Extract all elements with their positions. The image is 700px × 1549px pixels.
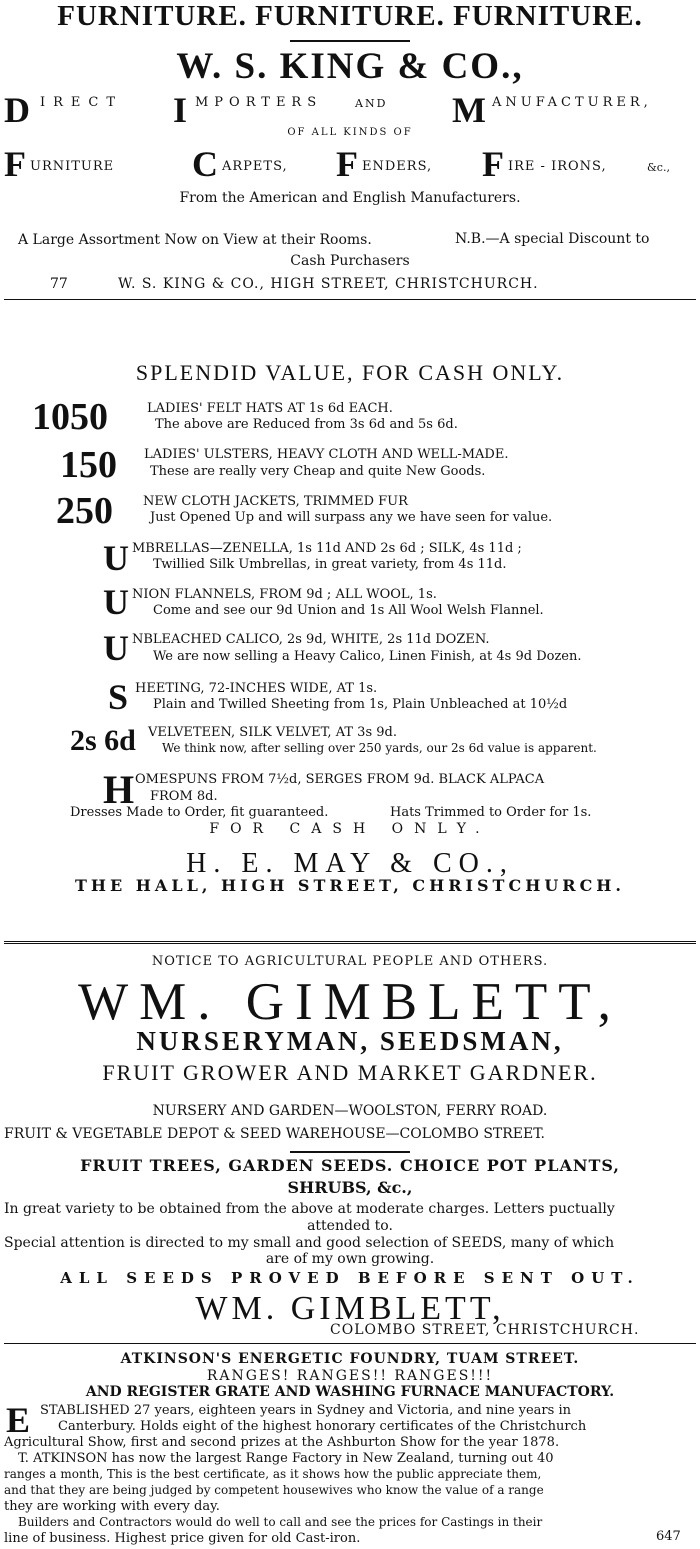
- atkinson-e-initial: E: [6, 1400, 31, 1440]
- gimblett-variety-line1: In great variety to be obtained from the above at moderate charges. Letters puctually: [4, 1201, 615, 1217]
- gimblett-variety-line2: attended to.: [307, 1218, 393, 1234]
- king-etc: &c.,: [647, 161, 670, 174]
- may-velveteen-title: VELVETEEN, SILK VELVET, AT 3s 9d.: [148, 725, 397, 740]
- may-velveteen-note: We think now, after selling over 250 yards, our 2s 6d value is apparent.: [162, 741, 597, 755]
- may-item1-number: 1050: [32, 396, 108, 438]
- king-firm-name: W. S. KING & CO.,: [176, 46, 524, 87]
- gimblett-fruit-trees: FRUIT TREES, GARDEN SEEDS. CHOICE POT PLANTS,: [80, 1156, 620, 1175]
- gimblett-notice: NOTICE TO AGRICULTURAL PEOPLE AND OTHERS.: [151, 954, 549, 969]
- may-bottom-rule: [4, 941, 696, 944]
- gimblett-special-line2: are of my own growing.: [265, 1251, 435, 1267]
- may-umbrellas-note: Twillied Silk Umbrellas, in great variety, from 4s 11d.: [153, 557, 507, 572]
- atkinson-register: AND REGISTER GRATE AND WASHING FURNACE MANUFACTORY.: [85, 1384, 615, 1400]
- atkinson-builders-line1: Builders and Contractors would do well to call and see the prices for Castings in their: [18, 1515, 543, 1529]
- may-headline: SPLENDID VALUE, FOR CASH ONLY.: [135, 360, 565, 385]
- may-item2-number: 150: [60, 444, 117, 486]
- may-homespuns-from: FROM 8d.: [150, 789, 218, 804]
- atkinson-established-line2: Canterbury. Holds eight of the highest honorary certificates of the Christchurch: [58, 1419, 587, 1434]
- gimblett-name-signature: WM. GIMBLETT,: [195, 1290, 505, 1327]
- king-d-initial: D: [4, 90, 30, 130]
- king-fenders-word: ENDERS,: [362, 159, 433, 174]
- king-assortment: A Large Assortment Now on View at their Rooms.: [18, 232, 372, 248]
- atkinson-title: ATKINSON'S ENERGETIC FOUNDRY, TUAM STREET.: [120, 1351, 580, 1367]
- gimblett-address: COLOMBO STREET, CHRISTCHURCH.: [330, 1322, 640, 1338]
- may-homespuns-initial: H: [103, 767, 135, 812]
- king-direct-word: IRECT: [40, 95, 124, 110]
- king-all-kinds: OF ALL KINDS OF: [287, 127, 413, 138]
- atkinson-ranges: RANGES! RANGES!! RANGES!!!: [206, 1368, 494, 1384]
- gimblett-seeds-proved: ALL SEEDS PROVED BEFORE SENT OUT.: [60, 1269, 640, 1287]
- king-and-word: AND: [355, 97, 388, 110]
- may-address: THE HALL, HIGH STREET, CHRISTCHURCH.: [75, 876, 625, 895]
- may-item2-note: These are really very Cheap and quite New Goods.: [150, 464, 486, 479]
- gimblett-depot-rule: [290, 1151, 410, 1153]
- gimblett-name-large: WM. GIMBLETT,: [78, 973, 622, 1031]
- king-from-line: From the American and English Manufacturers.: [179, 190, 521, 206]
- king-fire-irons-word: IRE - IRONS,: [508, 159, 607, 174]
- may-umbrellas-title: MBRELLAS—ZENELLA, 1s 11d AND 2s 6d ; SILK, 4s 11d ;: [132, 541, 522, 556]
- king-carpets-word: ARPETS,: [222, 159, 288, 174]
- atkinson-builders-line2: line of business. Highest price given for old Cast-iron.: [4, 1531, 361, 1546]
- may-homespuns-title: OMESPUNS FROM 7½d, SERGES FROM 9d. BLACK ALPACA: [135, 772, 545, 787]
- king-ref-number: 77: [50, 276, 68, 292]
- may-item1-title: LADIES' FELT HATS AT 1s 6d EACH.: [147, 401, 393, 416]
- king-c-initial: C: [192, 144, 218, 184]
- king-banner: FURNITURE. FURNITURE. FURNITURE.: [57, 0, 643, 32]
- may-item2-title: LADIES' ULSTERS, HEAVY CLOTH AND WELL-MADE.: [144, 447, 509, 462]
- may-unbleached-note: We are now selling a Heavy Calico, Linen Finish, at 4s 9d Dozen.: [153, 649, 582, 664]
- king-cash-purchasers: Cash Purchasers: [290, 253, 410, 269]
- may-sheeting-note: Plain and Twilled Sheeting from 1s, Plain Unbleached at 10½d: [153, 697, 568, 712]
- atkinson-factory-line1: T. ATKINSON has now the largest Range Factory in New Zealand, turning out 40: [18, 1451, 554, 1466]
- may-velveteen-price: 2s 6d: [70, 724, 136, 757]
- may-unbleached-initial: U: [103, 628, 129, 668]
- may-item3-number: 250: [56, 490, 113, 532]
- may-union-initial: U: [103, 582, 129, 622]
- may-firm-name: H. E. MAY & CO.,: [186, 848, 514, 879]
- king-i-initial: I: [173, 90, 188, 130]
- king-nb-discount: N.B.—A special Discount to: [455, 231, 650, 247]
- gimblett-special-line1: Special attention is directed to my small and good selection of SEEDS, many of which: [4, 1235, 615, 1251]
- may-dresses-made: Dresses Made to Order, fit guaranteed.: [70, 805, 329, 820]
- atkinson-established-line3: Agricultural Show, first and second prizes at the Ashburton Show for the year 1878.: [4, 1435, 560, 1450]
- king-importers-word: MPORTERS: [195, 95, 323, 110]
- king-f2-initial: F: [336, 144, 358, 184]
- atkinson-factory-line2: ranges a month, This is the best certificate, as it shows how the public appreciate them,: [4, 1467, 542, 1481]
- atkinson-factory-line3: and that they are being judged by competent housewives who know the value of a range: [4, 1483, 544, 1497]
- king-furniture-word: URNITURE: [30, 159, 115, 174]
- king-bottom-rule: [4, 299, 696, 300]
- gimblett-depot: FRUIT & VEGETABLE DEPOT & SEED WAREHOUSE—COLOMBO STREET.: [4, 1126, 545, 1142]
- may-union-note: Come and see our 9d Union and 1s All Wool Welsh Flannel.: [153, 603, 544, 618]
- king-banner-rule: [290, 40, 410, 42]
- may-for-cash-only: FOR CASH ONLY.: [209, 821, 491, 837]
- king-manufacturer-word: ANUFACTURER,: [492, 95, 652, 110]
- gimblett-trade-line2: FRUIT GROWER AND MARKET GARDNER.: [102, 1060, 598, 1085]
- may-item3-title: NEW CLOTH JACKETS, TRIMMED FUR: [143, 494, 408, 509]
- may-union-title: NION FLANNELS, FROM 9d ; ALL WOOL, 1s.: [132, 587, 437, 602]
- king-m-initial: M: [452, 90, 486, 130]
- may-umbrellas-initial: U: [103, 538, 129, 578]
- may-sheeting-title: HEETING, 72-INCHES WIDE, AT 1s.: [135, 681, 378, 696]
- gimblett-nursery: NURSERY AND GARDEN—WOOLSTON, FERRY ROAD.: [152, 1103, 548, 1119]
- gimblett-trade-line1: NURSERYMAN, SEEDSMAN,: [136, 1026, 564, 1056]
- may-sheeting-initial: S: [108, 677, 129, 717]
- king-f3-initial: F: [482, 144, 504, 184]
- king-f1-initial: F: [4, 144, 26, 184]
- may-hats-trimmed: Hats Trimmed to Order for 1s.: [390, 805, 592, 820]
- may-item1-note: The above are Reduced from 3s 6d and 5s 6d.: [155, 417, 458, 432]
- gimblett-bottom-rule: [4, 1343, 696, 1344]
- may-unbleached-title: NBLEACHED CALICO, 2s 9d, WHITE, 2s 11d DOZEN.: [132, 632, 490, 647]
- gimblett-shrubs: SHRUBS, &c.,: [287, 1178, 413, 1197]
- atkinson-factory-line4: they are working with every day.: [4, 1499, 220, 1514]
- king-address: W. S. KING & CO., HIGH STREET, CHRISTCHURCH.: [118, 276, 539, 292]
- atkinson-established-line1: STABLISHED 27 years, eighteen years in Sydney and Victoria, and nine years in: [40, 1403, 571, 1418]
- may-item3-note: Just Opened Up and will surpass any we have seen for value.: [150, 510, 553, 525]
- atkinson-ref-number: 647: [656, 1529, 681, 1544]
